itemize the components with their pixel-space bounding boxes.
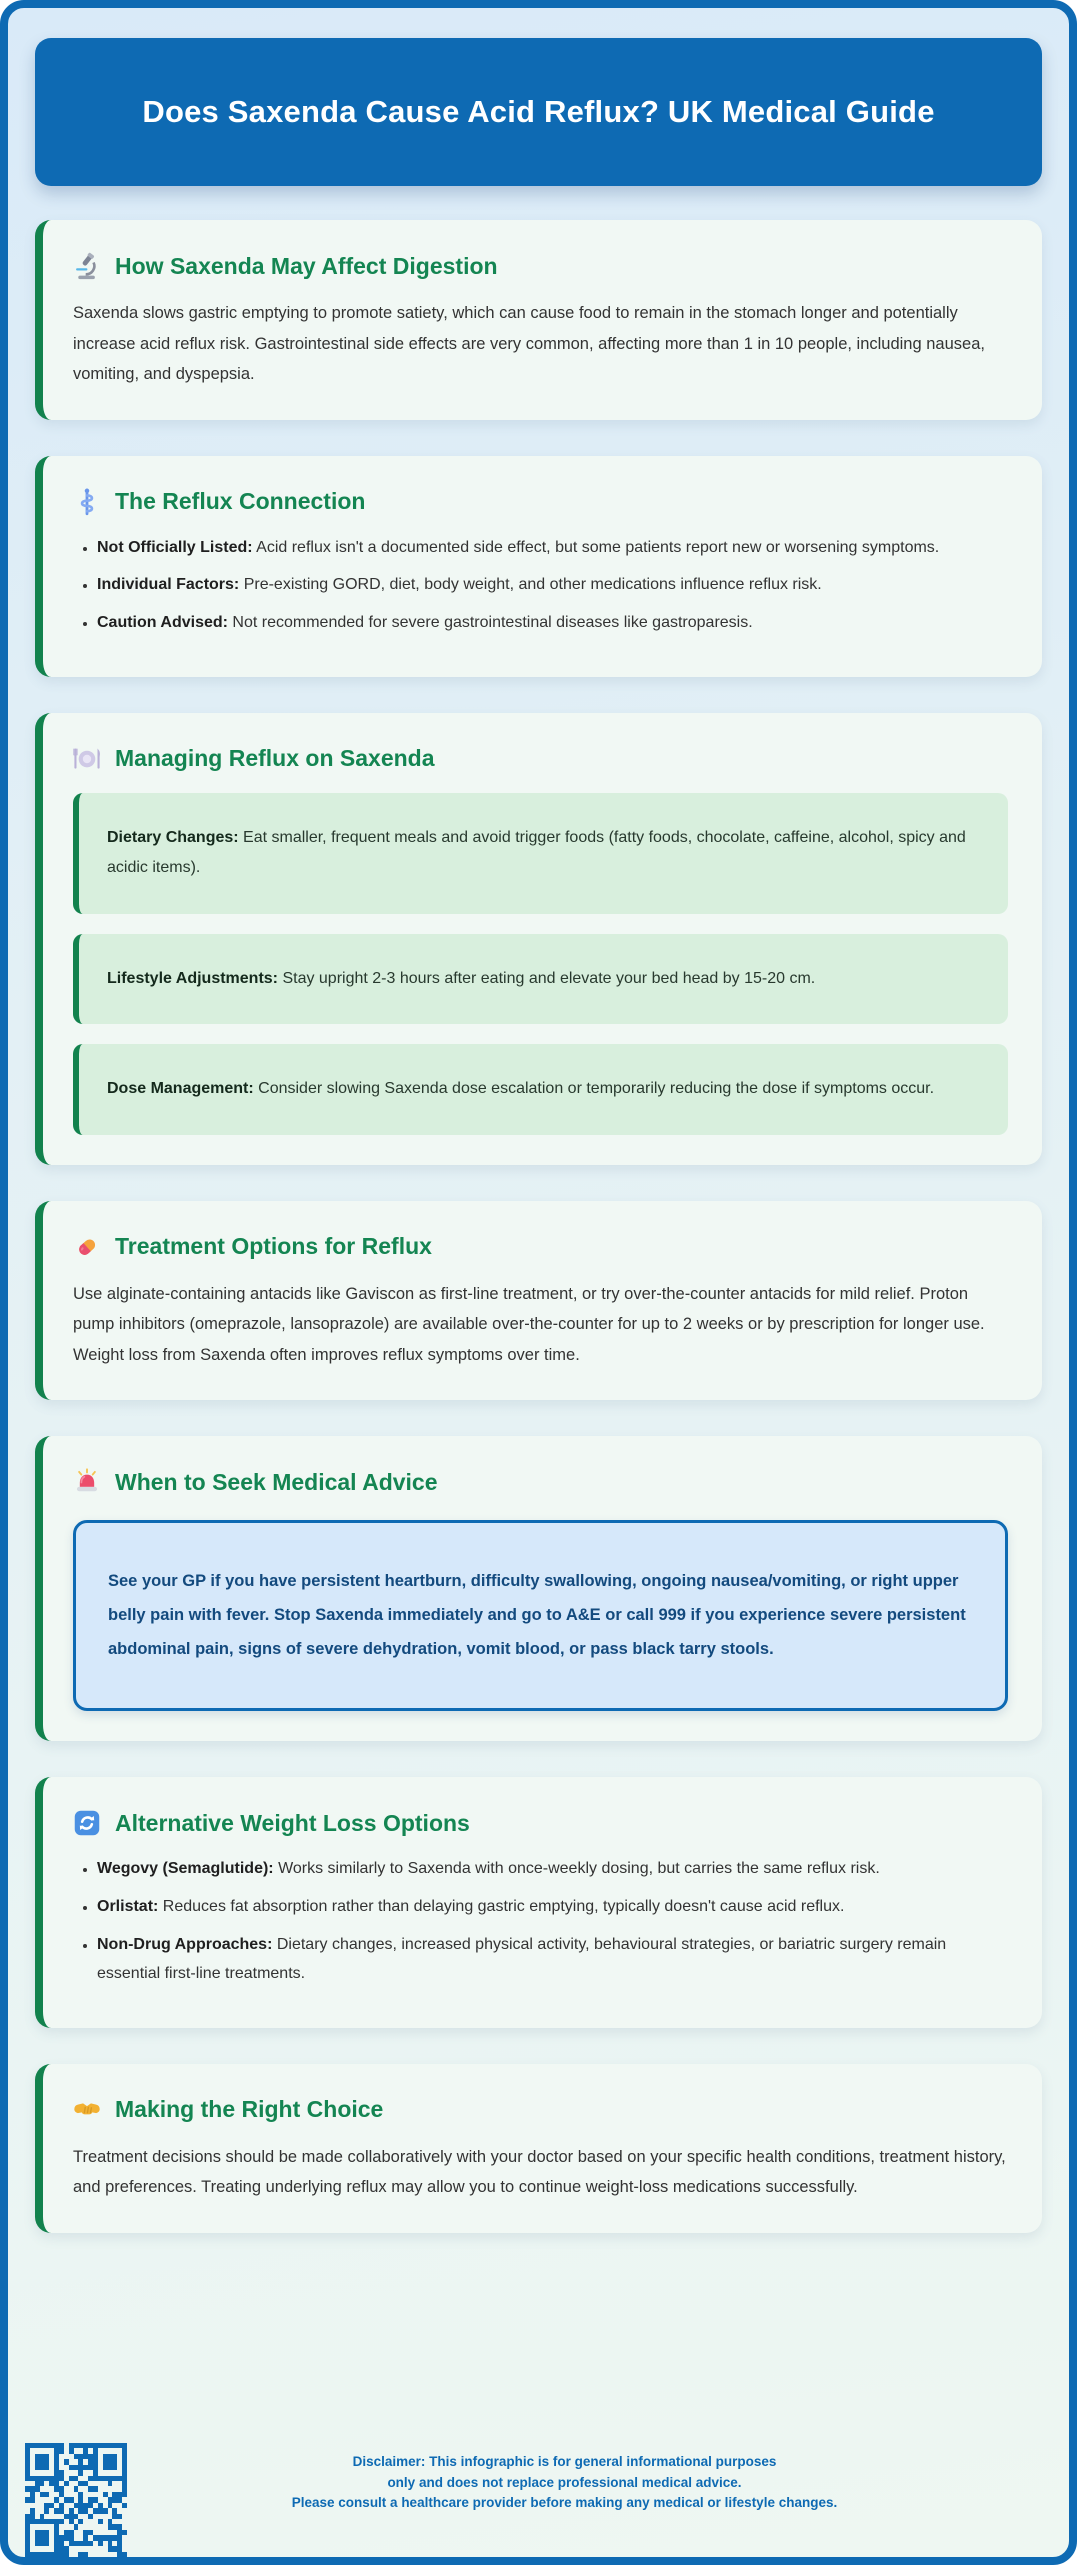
list-item <box>97 609 1008 638</box>
item-text: Acid reflux isn't a documented side effect, but some patients report new or worsening symptoms. <box>252 538 940 556</box>
section-reflux-connection <box>35 456 1042 677</box>
tip-dietary-changes <box>73 793 1008 914</box>
disclaimer-label: Disclaimer: <box>352 2454 426 2470</box>
disclaimer-text: Disclaimer: This infographic is for general informational purposes only and does not replace professional medical advice. Please consult a healthcare provider before making any medical or lifestyle changes. <box>291 2454 838 2510</box>
refresh-icon <box>73 1809 101 1837</box>
item-text: Not recommended for severe gastrointestinal diseases like gastroparesis. <box>227 614 753 632</box>
pill-icon <box>73 1233 101 1261</box>
section-alternatives-title: Alternative Weight Loss Options <box>73 1809 1008 1837</box>
section-treatment-options-title: Treatment Options for Reflux <box>73 1233 1008 1261</box>
page-footer <box>35 2443 1042 2557</box>
list-item <box>97 534 1008 563</box>
section-right-choice <box>35 2064 1042 2233</box>
tip-text: Consider slowing Saxenda dose escalation or temporarily reducing the dose if symptoms occur. <box>253 1080 935 1098</box>
section-managing-reflux-title: Managing Reflux on Saxenda <box>73 745 1008 773</box>
tip-text: Stay upright 2-3 hours after eating and elevate your bed head by 15-20 cm. <box>278 969 816 987</box>
item-label: Caution Advised: <box>97 614 228 632</box>
reflux-connection-list <box>73 534 1008 638</box>
tip-label: Dose Management: <box>107 1080 254 1098</box>
qr-code <box>25 2443 127 2557</box>
item-text: Works similarly to Saxenda with once-weekly dosing, but carries the same reflux risk. <box>273 1860 880 1878</box>
tip-label: Lifestyle Adjustments: <box>107 969 278 987</box>
section-medical-advice <box>35 1436 1042 1741</box>
section-treatment-options <box>35 1201 1042 1401</box>
section-digestion-body: Saxenda slows gastric emptying to promote satiety, which can cause food to remain in the stomach longer and potentially increase acid reflux risk. Gastrointestinal side effects are very common, affecting more than 1 in 10 people, including nausea, vomiting, and dyspepsia. <box>73 304 985 384</box>
page-title: Does Saxenda Cause Acid Reflux? UK Medical Guide <box>142 94 935 129</box>
item-text: Dietary changes, increased physical activity, behavioural strategies, or bariatric surgery remain essential first-line treatments. <box>97 1936 947 1982</box>
handshake-icon <box>73 2096 101 2124</box>
page-header <box>35 38 1042 186</box>
list-item <box>97 1931 1008 1989</box>
alert-box: See your GP if you have persistent heartburn, difficulty swallowing, ongoing nausea/vomiting, or right upper belly pain with fever. Stop Saxenda immediately and go to A&E or call 999 if you experience severe persistent abdominal pain, signs of severe dehydration, vomit blood, or pass black tarry stools. <box>73 1520 1008 1711</box>
tip-dose-management <box>73 1044 1008 1134</box>
item-label: Wegovy (Semaglutide): <box>97 1860 274 1878</box>
item-label: Orlistat: <box>97 1898 159 1916</box>
section-right-choice-title: Making the Right Choice <box>73 2096 1008 2124</box>
medical-symbol-icon <box>73 488 101 516</box>
item-label: Non-Drug Approaches: <box>97 1936 273 1954</box>
section-right-choice-body: Treatment decisions should be made collaboratively with your doctor based on your specific health conditions, treatment history, and preferences. Treating underlying reflux may allow you to continue weight-loss medications successfully. <box>73 2147 1006 2197</box>
tip-label: Dietary Changes: <box>107 828 239 846</box>
meal-icon <box>73 745 101 773</box>
microscope-icon <box>73 252 101 280</box>
list-item <box>97 1893 1008 1922</box>
item-label: Individual Factors: <box>97 576 240 594</box>
section-medical-advice-title: When to Seek Medical Advice <box>73 1468 1008 1496</box>
section-digestion-title: How Saxenda May Affect Digestion <box>73 252 1008 280</box>
section-reflux-connection-title: The Reflux Connection <box>73 488 1008 516</box>
list-item <box>97 571 1008 600</box>
item-label: Not Officially Listed: <box>97 538 253 556</box>
tip-lifestyle-adjustments <box>73 934 1008 1024</box>
siren-icon <box>73 1468 101 1496</box>
item-text: Reduces fat absorption rather than delaying gastric emptying, typically doesn't cause acid reflux. <box>158 1898 845 1916</box>
section-digestion <box>35 220 1042 420</box>
alternatives-list <box>73 1855 1008 1988</box>
item-text: Pre-existing GORD, diet, body weight, and other medications influence reflux risk. <box>239 576 822 594</box>
section-alternatives <box>35 1777 1042 2027</box>
tip-text: Eat smaller, frequent meals and avoid trigger foods (fatty foods, chocolate, caffeine, alcohol, spicy and acidic items). <box>107 828 966 877</box>
list-item <box>97 1855 1008 1884</box>
section-treatment-options-body: Use alginate-containing antacids like Gaviscon as first-line treatment, or try over-the-counter antacids for mild relief. Proton pump inhibitors (omeprazole, lansoprazole) are available over-the-counter for up to 2 weeks or by prescription for longer use. Weight loss from Saxenda often improves reflux symptoms over time. <box>73 1284 985 1364</box>
section-managing-reflux <box>35 713 1042 1165</box>
